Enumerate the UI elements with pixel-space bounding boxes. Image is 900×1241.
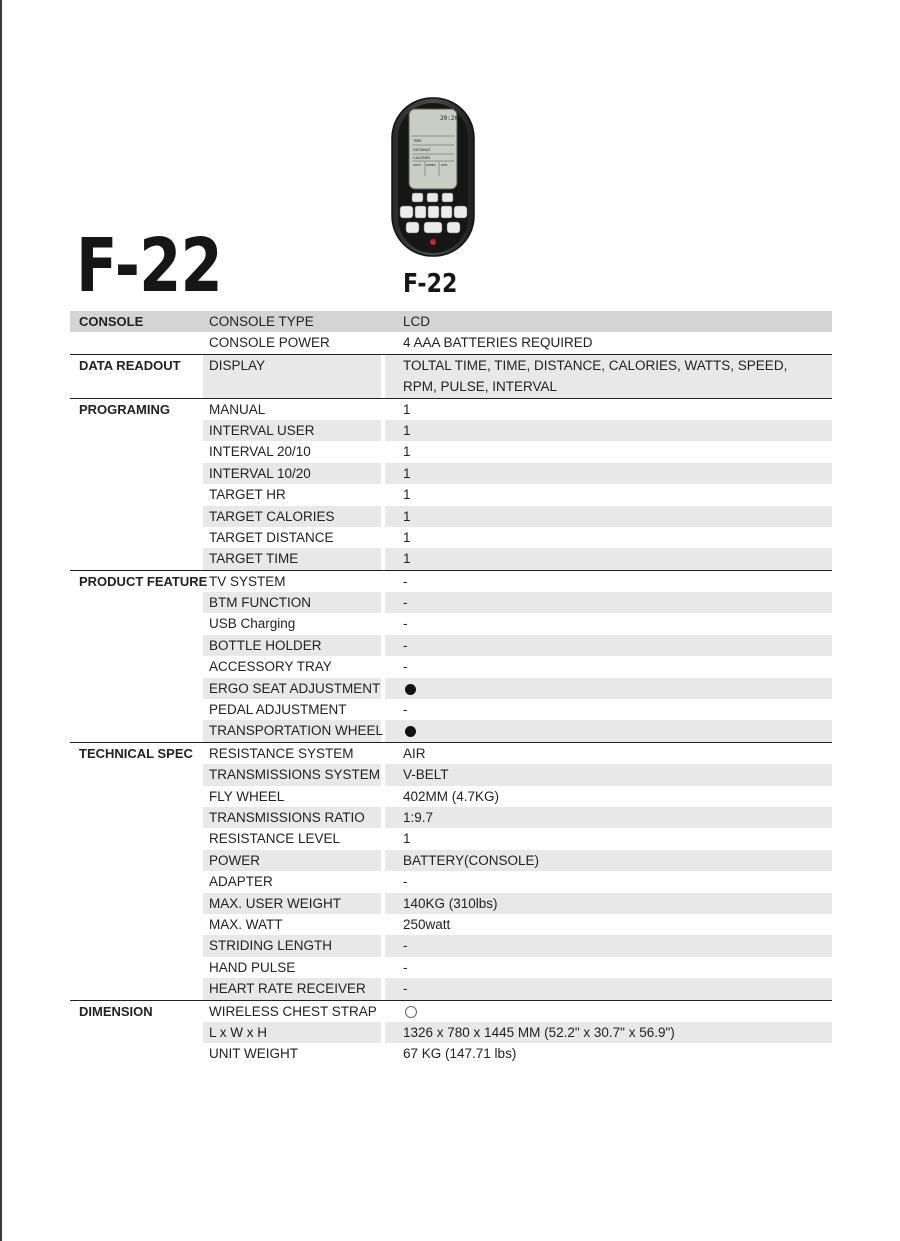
spec-row — [70, 1000, 832, 1022]
spec-table — [70, 311, 832, 1065]
spec-value: 1 — [403, 551, 411, 567]
spec-row — [70, 720, 832, 741]
spec-label: TARGET DISTANCE — [209, 529, 334, 545]
spec-row — [70, 527, 832, 548]
model-title: F-22 — [76, 223, 222, 309]
spec-value: - — [403, 874, 408, 890]
empty-circle-icon — [403, 1001, 417, 1022]
spec-label: ERGO SEAT ADJUSTMENT — [209, 680, 381, 696]
spec-category: TECHNICAL SPEC — [79, 745, 193, 761]
spec-value: BATTERY(CONSOLE) — [403, 852, 540, 868]
console-button-row-2 — [400, 206, 467, 218]
spec-row — [70, 592, 832, 613]
spec-label: L x W x H — [209, 1024, 268, 1040]
spec-label: TARGET TIME — [209, 551, 299, 567]
spec-label: TARGET HR — [209, 487, 286, 503]
spec-row — [70, 441, 832, 462]
spec-row — [70, 613, 832, 634]
spec-row — [70, 678, 832, 699]
spec-value: V-BELT — [403, 767, 449, 783]
spec-label: TARGET CALORIES — [209, 508, 335, 524]
spec-category: PRODUCT FEATURE — [79, 573, 208, 589]
spec-label: CONSOLE POWER — [209, 335, 330, 351]
console-row2: DISTANCE — [413, 148, 431, 152]
spec-value: - — [403, 938, 408, 954]
spec-row — [70, 786, 832, 807]
spec-label: UNIT WEIGHT — [209, 1046, 298, 1062]
filled-dot-icon — [403, 678, 416, 699]
spec-value: 402MM (4.7KG) — [403, 788, 500, 804]
spec-label: HAND PULSE — [209, 959, 296, 975]
spec-category: PROGRAMING — [79, 401, 170, 417]
spec-value: 1 — [403, 401, 411, 417]
spec-row — [70, 828, 832, 849]
spec-row — [70, 850, 832, 871]
console-rpm: RPM — [441, 163, 448, 167]
spec-row — [70, 656, 832, 677]
spec-value: 1326 x 780 x 1445 MM (52.2" x 30.7" x 56.9") — [403, 1024, 675, 1040]
spec-label: CONSOLE TYPE — [209, 314, 314, 329]
spec-value: 1 — [403, 529, 411, 545]
spec-label: ACCESSORY TRAY — [209, 659, 332, 675]
spec-label: RESISTANCE LEVEL — [209, 831, 341, 847]
spec-row — [70, 332, 832, 353]
spec-label: USB Charging — [209, 616, 296, 632]
spec-row — [70, 914, 832, 935]
console-image — [388, 96, 478, 260]
spec-category: DATA READOUT — [79, 357, 181, 373]
spec-label: BTM FUNCTION — [209, 595, 311, 611]
spec-row — [70, 548, 832, 569]
spec-label: FLY WHEEL — [209, 788, 285, 804]
spec-row — [70, 570, 832, 592]
spec-row — [70, 311, 832, 332]
spec-row — [70, 398, 832, 420]
spec-value: - — [403, 702, 408, 718]
spec-value: 1 — [403, 831, 411, 847]
spec-row — [70, 893, 832, 914]
spec-value: 1:9.7 — [403, 810, 434, 825]
spec-value: - — [403, 659, 408, 675]
console-power-button — [430, 239, 436, 245]
page-left-border — [0, 0, 2, 1241]
spec-value: 1 — [403, 487, 411, 503]
spec-value: - — [403, 573, 408, 589]
spec-label: MANUAL — [209, 401, 266, 417]
console-caption: F-22 — [403, 269, 458, 299]
spec-row — [70, 699, 832, 720]
spec-row — [70, 957, 832, 978]
spec-category: CONSOLE — [79, 314, 144, 329]
spec-label: ADAPTER — [209, 874, 273, 890]
spec-value: 67 KG (147.71 lbs) — [403, 1046, 517, 1062]
spec-row — [70, 420, 832, 441]
spec-value: - — [403, 616, 408, 632]
spec-value: 1 — [403, 508, 411, 524]
spec-label: PEDAL ADJUSTMENT — [209, 702, 347, 718]
spec-row — [70, 1043, 832, 1064]
spec-category: DIMENSION — [79, 1003, 153, 1019]
spec-value: 1 — [403, 444, 411, 460]
spec-row — [70, 764, 832, 785]
spec-label: MAX. USER WEIGHT — [209, 895, 342, 911]
filled-dot-icon — [403, 720, 416, 741]
spec-label: HEART RATE RECEIVER — [209, 981, 366, 997]
spec-row — [70, 635, 832, 656]
spec-value: 250watt — [403, 916, 451, 932]
spec-row — [70, 1022, 832, 1043]
console-row1: TIME — [413, 139, 422, 143]
spec-row — [70, 742, 832, 764]
spec-label: TRANSMISSIONS RATIO — [209, 810, 365, 825]
spec-value: 140KG (310lbs) — [403, 895, 498, 911]
spec-label: POWER — [209, 852, 261, 868]
spec-value: - — [403, 959, 408, 975]
console-row3: CALORIES — [413, 156, 431, 160]
spec-value: 1 — [403, 422, 411, 438]
console-button-row-3 — [406, 222, 460, 233]
spec-label: STRIDING LENGTH — [209, 938, 333, 954]
spec-label: TRANSPORTATION WHEEL — [209, 723, 384, 739]
spec-row — [70, 506, 832, 527]
spec-label: INTERVAL 10/20 — [209, 465, 311, 481]
spec-value: TOLTAL TIME, TIME, DISTANCE, CALORIES, WATTS, SPEED, RPM, PULSE, INTERVAL — [403, 357, 788, 395]
spec-label: INTERVAL USER — [209, 422, 315, 438]
spec-label: INTERVAL 20/10 — [209, 444, 311, 460]
spec-value: - — [403, 981, 408, 997]
spec-label: DISPLAY — [209, 357, 266, 373]
spec-label: MAX. WATT — [209, 916, 283, 932]
spec-row — [70, 484, 832, 505]
spec-value: - — [403, 637, 408, 653]
spec-label: TV SYSTEM — [209, 573, 286, 589]
spec-row — [70, 354, 832, 398]
spec-value: AIR — [403, 745, 426, 761]
spec-row — [70, 807, 832, 828]
console-watt: WATT — [413, 163, 422, 167]
spec-value: - — [403, 595, 408, 611]
spec-row — [70, 978, 832, 999]
spec-label: BOTTLE HOLDER — [209, 637, 322, 653]
spec-row — [70, 463, 832, 484]
spec-label: WIRELESS CHEST STRAP — [209, 1003, 377, 1019]
spec-row — [70, 935, 832, 956]
spec-row — [70, 871, 832, 892]
spec-value: 4 AAA BATTERIES REQUIRED — [403, 335, 593, 351]
spec-label: TRANSMISSIONS SYSTEM — [209, 767, 381, 783]
spec-label: RESISTANCE SYSTEM — [209, 745, 354, 761]
console-button-row-1 — [412, 193, 453, 202]
console-speed: SPEED — [426, 163, 436, 167]
spec-value: 1 — [403, 465, 411, 481]
console-time: 20:20 — [440, 115, 459, 122]
spec-value: LCD — [403, 314, 431, 329]
